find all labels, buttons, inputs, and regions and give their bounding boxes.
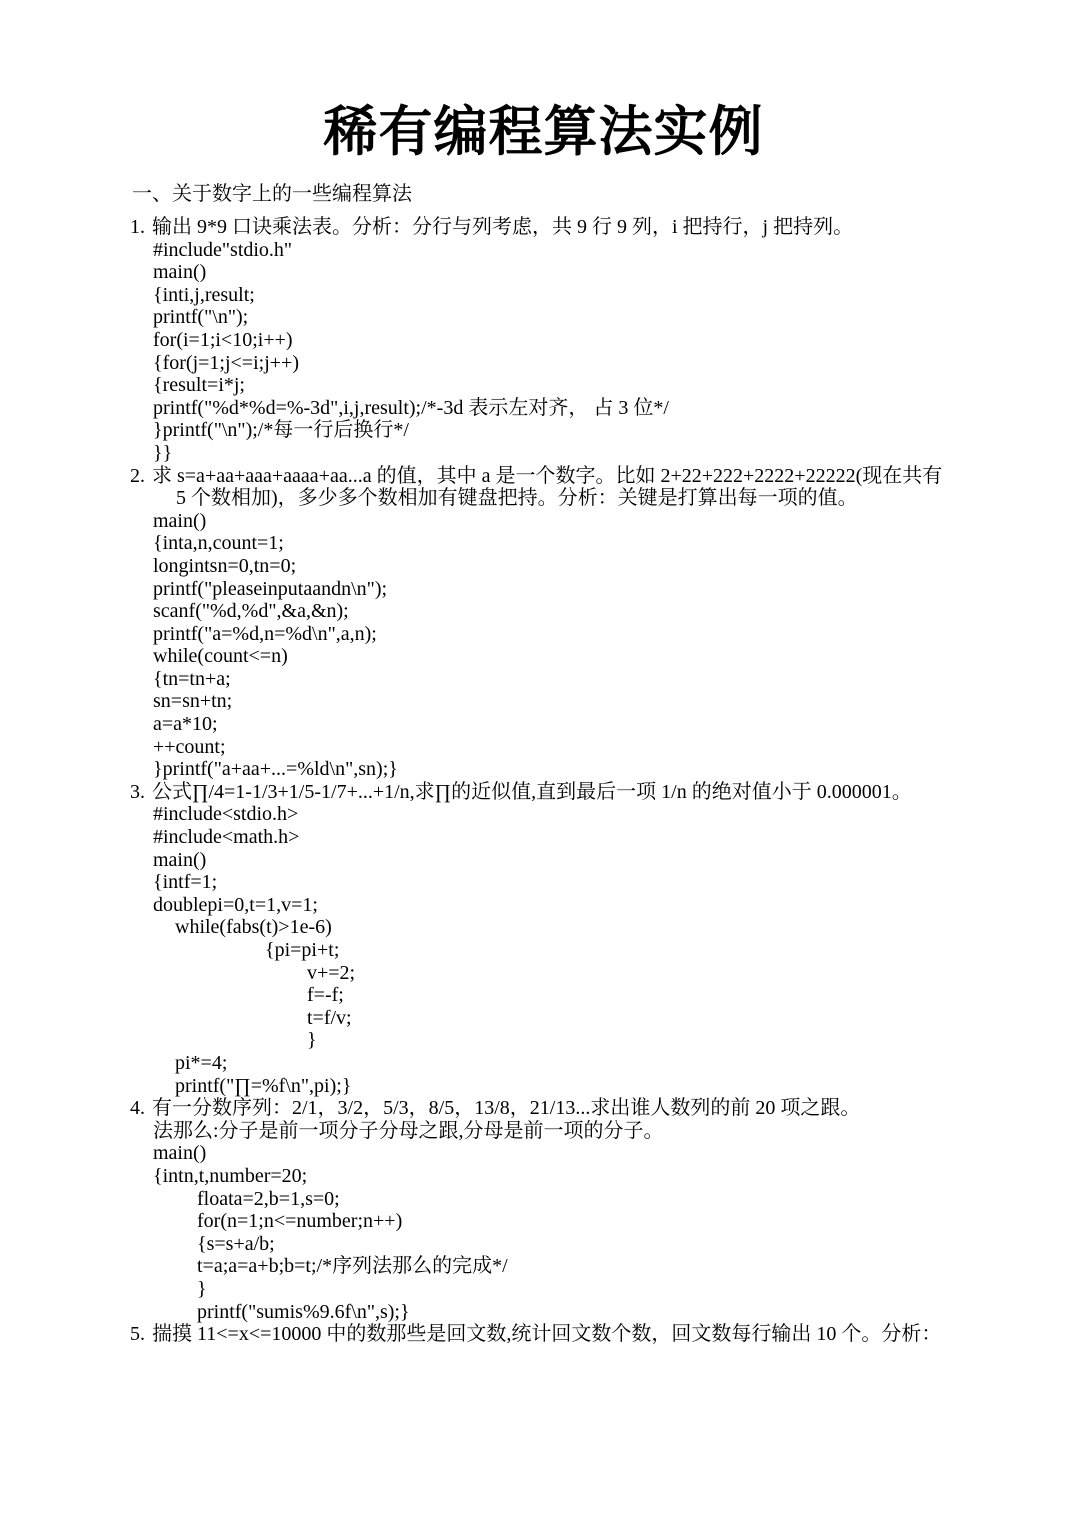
- line-text: main(): [153, 848, 207, 871]
- line-text: {inta,n,count=1;: [153, 532, 284, 555]
- line-text: {inti,j,result;: [153, 283, 255, 306]
- line-text: {for(j=1;j<=i;j++): [153, 351, 299, 374]
- line-text: t=f/v;: [307, 1006, 352, 1029]
- code-line: [130, 1278, 1030, 1301]
- line-text: 揣摸 11<=x<=10000 中的数那些是回文数,统计回文数个数，回文数每行输出 10 个。分析：: [152, 1323, 942, 1346]
- document-body: [130, 216, 1030, 1346]
- numbered-item-line: [130, 1323, 1030, 1346]
- item-number: 2.: [130, 464, 145, 487]
- line-text: }}: [153, 441, 173, 464]
- item-number: 5.: [130, 1323, 145, 1346]
- code-line: [130, 758, 1030, 781]
- line-text: #include<math.h>: [153, 826, 300, 849]
- code-line: [130, 1052, 1030, 1075]
- line-text: {result=i*j;: [153, 374, 245, 397]
- line-text: }printf("a+aa+...=%ld\n",sn);}: [153, 758, 398, 781]
- code-line: [130, 1210, 1030, 1233]
- code-line: [130, 261, 1030, 284]
- line-text: a=a*10;: [153, 713, 218, 736]
- line-text: }: [197, 1277, 207, 1300]
- code-line: [130, 555, 1030, 578]
- line-text: {s=s+a/b;: [197, 1232, 275, 1255]
- code-line: [130, 894, 1030, 917]
- line-text: pi*=4;: [175, 1051, 228, 1074]
- line-text: 公式∏/4=1-1/3+1/5-1/7+...+1/n,求∏的近似值,直到最后一项 1/n 的绝对值小于 0.000001。: [152, 780, 912, 803]
- code-line: [130, 419, 1030, 442]
- code-line: [130, 803, 1030, 826]
- item-number: 4.: [130, 1097, 145, 1120]
- line-text: printf("∏=%f\n",pi);}: [175, 1074, 352, 1097]
- code-line: [130, 939, 1030, 962]
- code-line: [130, 532, 1030, 555]
- code-line: [130, 374, 1030, 397]
- code-line: [130, 284, 1030, 307]
- numbered-item-line: [130, 465, 1030, 488]
- line-text: {intf=1;: [153, 871, 218, 894]
- code-line: [130, 1233, 1030, 1256]
- line-text: t=a;a=a+b;b=t;/*序列法那么的完成*/: [197, 1255, 508, 1278]
- line-text: doublepi=0,t=1,v=1;: [153, 893, 318, 916]
- line-text: printf("a=%d,n=%d\n",a,n);: [153, 622, 377, 645]
- code-line: [130, 1007, 1030, 1030]
- line-text: 求 s=a+aa+aaa+aaaa+aa...a 的值，其中 a 是一个数字。比如 2+22+222+2222+22222(现在共有: [152, 464, 943, 487]
- code-line: [130, 1165, 1030, 1188]
- numbered-item-line: [130, 781, 1030, 804]
- line-text: main(): [153, 1142, 207, 1165]
- line-text: }printf("\n");/*每一行后换行*/: [153, 419, 409, 442]
- numbered-item-line: [130, 216, 1030, 239]
- section-heading: 一、关于数字上的一些编程算法: [132, 183, 412, 205]
- line-text: {tn=tn+a;: [153, 667, 231, 690]
- numbered-item-line: [130, 1097, 1030, 1120]
- code-line: [130, 962, 1030, 985]
- code-line: [130, 397, 1030, 420]
- line-text: 5 个数相加)，多少多个数相加有键盘把持。分析：关键是打算出每一项的值。: [176, 487, 858, 510]
- code-line: [130, 984, 1030, 1007]
- code-line: [130, 600, 1030, 623]
- code-line: [130, 1029, 1030, 1052]
- line-text: 输出 9*9 口诀乘法表。分析：分行与列考虑，共 9 行 9 列，i 把持行，j 把持列。: [152, 216, 854, 238]
- code-line: [130, 826, 1030, 849]
- code-line: [130, 1075, 1030, 1098]
- code-line: [130, 916, 1030, 939]
- document-title: 稀有编程算法实例: [323, 102, 764, 162]
- code-line: [130, 645, 1030, 668]
- code-line: [130, 849, 1030, 872]
- line-text: for(n=1;n<=number;n++): [197, 1210, 403, 1233]
- line-text: printf("%d*%d=%-3d",i,j,result);/*-3d 表示左对齐， 占 3 位*/: [153, 396, 669, 419]
- line-text: sn=sn+tn;: [153, 690, 233, 713]
- line-text: printf("pleaseinputaandn\n");: [153, 577, 388, 600]
- code-line: [130, 487, 1030, 510]
- line-text: }: [307, 1029, 317, 1052]
- code-line: [130, 1120, 1030, 1143]
- line-text: ++count;: [153, 735, 226, 758]
- line-text: 法那么:分子是前一项分子分母之跟,分母是前一项的分子。: [153, 1119, 664, 1142]
- line-text: #include"stdio.h": [153, 238, 293, 261]
- code-line: [130, 623, 1030, 646]
- line-text: while(fabs(t)>1e-6): [175, 916, 332, 939]
- code-line: [130, 578, 1030, 601]
- code-line: [130, 352, 1030, 375]
- line-text: v+=2;: [307, 961, 356, 984]
- line-text: {pi=pi+t;: [265, 939, 340, 961]
- item-number: 1.: [130, 216, 145, 238]
- line-text: main(): [153, 509, 207, 532]
- line-text: floata=2,b=1,s=0;: [197, 1187, 340, 1210]
- line-text: printf("sumis%9.6f\n",s);}: [197, 1300, 410, 1323]
- line-text: {intn,t,number=20;: [153, 1164, 308, 1187]
- code-line: [130, 306, 1030, 329]
- code-line: [130, 1142, 1030, 1165]
- line-text: while(count<=n): [153, 645, 288, 668]
- code-line: [130, 442, 1030, 465]
- code-line: [130, 510, 1030, 533]
- line-text: for(i=1;i<10;i++): [153, 328, 293, 351]
- code-line: [130, 239, 1030, 262]
- code-line: [130, 713, 1030, 736]
- line-text: main(): [153, 261, 207, 284]
- line-text: scanf("%d,%d",&a,&n);: [153, 600, 349, 623]
- code-line: [130, 668, 1030, 691]
- line-text: printf("\n");: [153, 306, 249, 329]
- code-line: [130, 329, 1030, 352]
- code-line: [130, 690, 1030, 713]
- code-line: [130, 1301, 1030, 1324]
- code-line: [130, 736, 1030, 759]
- line-text: 有一分数序列：2/1，3/2，5/3，8/5，13/8，21/13...求出谁人数列的前 20 项之跟。: [152, 1097, 861, 1120]
- line-text: longintsn=0,tn=0;: [153, 554, 297, 577]
- line-text: #include<stdio.h>: [153, 803, 299, 826]
- line-text: f=-f;: [307, 984, 344, 1007]
- code-line: [130, 1188, 1030, 1211]
- item-number: 3.: [130, 780, 145, 803]
- code-line: [130, 871, 1030, 894]
- code-line: [130, 1255, 1030, 1278]
